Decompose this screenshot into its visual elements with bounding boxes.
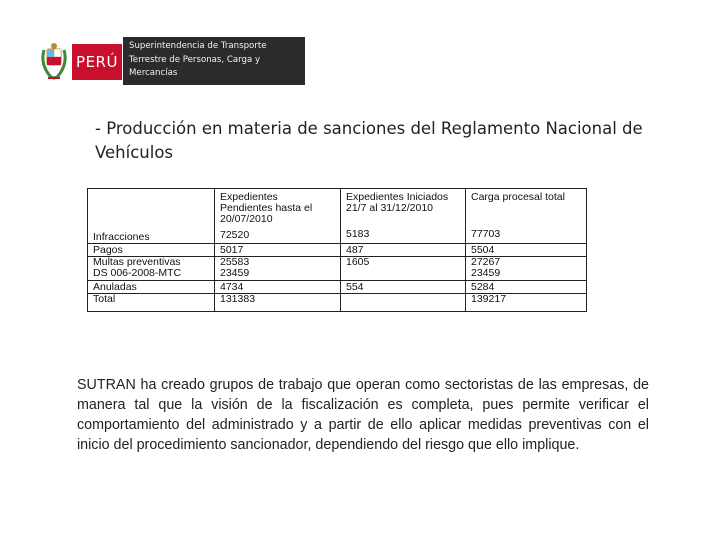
peru-logo	[36, 40, 122, 84]
peru-logo-text: PERÚ	[72, 44, 122, 80]
table-row-label-line: Multas preventivas	[93, 256, 181, 268]
table-row-label: Anuladas	[88, 281, 215, 294]
table-cell-line: 27267	[471, 256, 501, 268]
table-row	[88, 281, 587, 294]
table-cell: 131383	[215, 294, 341, 312]
agency-name-line: Superintendencia de Transporte	[129, 41, 267, 51]
table-cell: 487	[341, 244, 466, 257]
table-row-label	[88, 257, 215, 281]
table-cell: 554	[341, 281, 466, 294]
table-cell: 5183	[346, 228, 370, 241]
agency-name-box	[123, 37, 305, 85]
table-row	[88, 244, 587, 257]
column-header-line: 20/07/2010	[220, 213, 273, 226]
column-header-line: Expedientes	[220, 191, 278, 203]
column-header-line: Pendientes hasta el	[220, 202, 313, 215]
table-header-row	[88, 189, 587, 244]
table-cell: 5017	[215, 244, 341, 257]
column-header-line: Expedientes Iniciados	[346, 191, 449, 203]
table-cell: 4734	[215, 281, 341, 294]
table-cell: 72520	[220, 228, 250, 241]
table-row	[88, 257, 587, 281]
slide-heading: - Producción en materia de sanciones del Reglamento Nacional de Vehículos	[95, 119, 643, 162]
agency-name-line: Mercancías	[129, 68, 178, 79]
table-row-label: Total	[88, 294, 215, 312]
table-row-label-line: DS 006-2008-MTC	[93, 267, 182, 280]
table-cell: 5504	[466, 244, 587, 257]
sanctions-table	[87, 188, 587, 312]
table-cell	[215, 257, 341, 281]
column-header-line: Carga procesal total	[471, 191, 565, 203]
table-row-label: Pagos	[88, 244, 215, 257]
table-cell-line: 23459	[220, 267, 250, 280]
column-header-line: 21/7 al 31/12/2010	[346, 202, 433, 215]
table-cell-line: 23459	[471, 267, 501, 280]
table-row-label: Infracciones	[88, 189, 215, 244]
table-cell-line: 25583	[220, 256, 250, 268]
column-header	[341, 189, 466, 244]
table-cell	[466, 257, 587, 281]
table-cell	[341, 257, 466, 281]
table-cell: 77703	[471, 228, 501, 241]
table-cell: 5284	[466, 281, 587, 294]
table-cell	[341, 294, 466, 312]
table-cell: 139217	[466, 294, 587, 312]
column-header	[215, 189, 341, 244]
body-paragraph: SUTRAN ha creado grupos de trabajo que operan como sectoristas de las empresas, de manera tal que la visión de la fiscalización es completa, pues permite verificar el comportamiento del administrado y a partir de ello aplicar medidas preventivas con el inicio del procedimiento sancionador, dependiendo del riesgo que ello implique.	[77, 377, 649, 453]
table-cell-line: 1605	[346, 256, 370, 268]
agency-name-line: Terrestre de Personas, Carga y	[129, 54, 261, 65]
column-header	[466, 189, 587, 244]
peru-coat-of-arms-icon	[36, 40, 72, 84]
table-row	[88, 294, 587, 312]
